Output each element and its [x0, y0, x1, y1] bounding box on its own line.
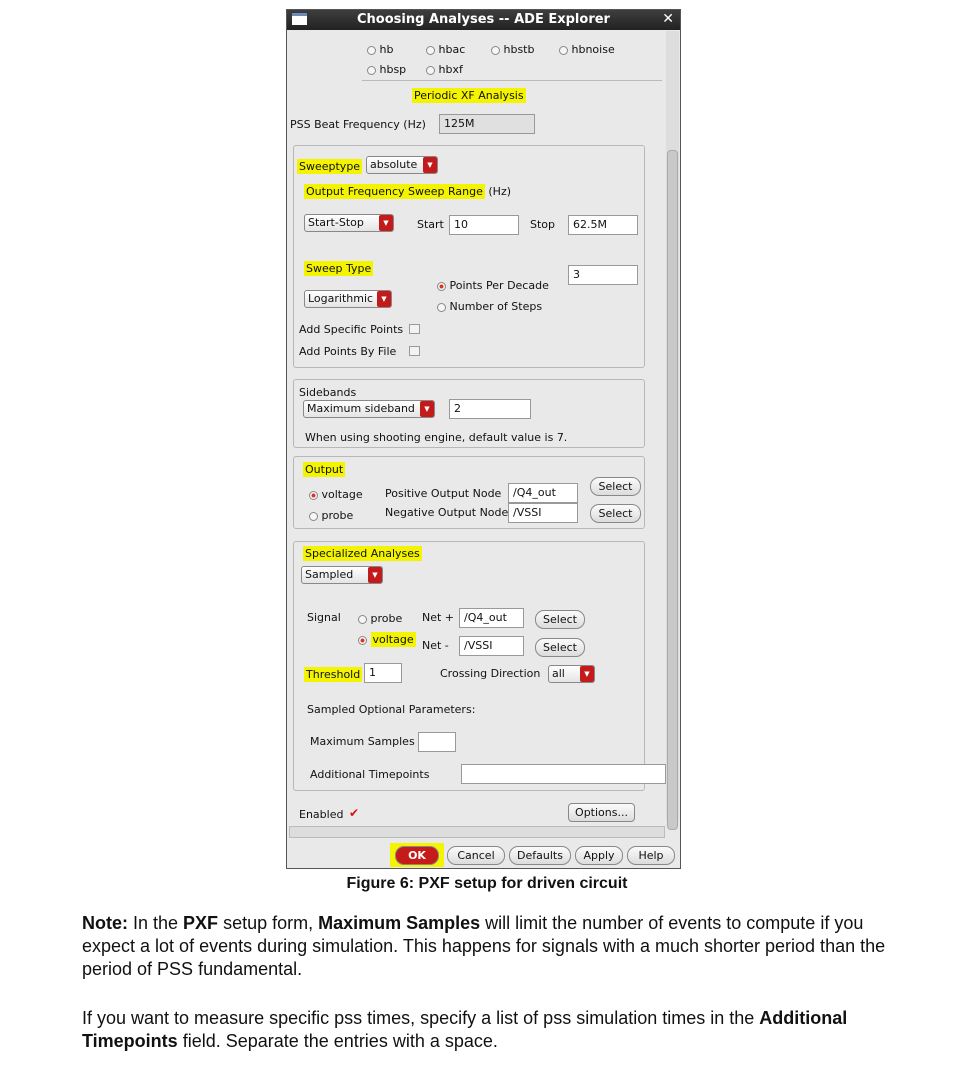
analysis-option[interactable]: hb: [367, 43, 393, 56]
divider: [362, 80, 662, 81]
crossing-direction-value: all: [552, 667, 565, 680]
sweep-type-combo[interactable]: [304, 290, 392, 308]
note-paragraph: Note: In the PXF setup form, Maximum Samples will limit the number of events to compute if you expect a lot of events during simulation. This happens for signals with a much shorter period than the period of PSS fundamental.: [82, 913, 886, 979]
radio-icon: [309, 491, 318, 500]
start-label: Start: [417, 218, 444, 231]
maximum-samples-field[interactable]: [418, 732, 456, 752]
sweeptype-label: Sweeptype: [299, 160, 361, 173]
points-per-decade-option[interactable]: Points Per Decade: [437, 279, 549, 292]
sidebands-field[interactable]: 2: [449, 399, 531, 419]
start-field[interactable]: 10: [449, 215, 519, 235]
analysis-option[interactable]: hbxf: [426, 63, 463, 76]
figure-caption: Figure 6: PXF setup for driven circuit: [346, 875, 628, 892]
net-minus-field[interactable]: /VSSI: [459, 636, 524, 656]
positive-node-select-button[interactable]: Select: [590, 477, 641, 496]
output-probe-option[interactable]: probe: [309, 509, 353, 522]
form-title: Periodic XF Analysis: [414, 89, 524, 102]
analysis-option[interactable]: hbac: [426, 43, 465, 56]
radio-icon: [358, 615, 367, 624]
crossing-direction-label: Crossing Direction: [440, 667, 541, 680]
sweep-type-label: Sweep Type: [306, 262, 372, 275]
chevron-down-icon: ▼: [420, 401, 434, 417]
options-button[interactable]: Options...: [568, 803, 635, 822]
add-points-by-file-checkbox[interactable]: [409, 346, 420, 356]
net-minus-select-button[interactable]: Select: [535, 638, 585, 657]
additional-timepoints-label: Additional Timepoints: [310, 768, 430, 781]
output-label: Output: [305, 463, 344, 476]
stop-field[interactable]: 62.5M: [568, 215, 638, 235]
threshold-label: Threshold: [306, 668, 361, 681]
output-voltage-option[interactable]: voltage: [309, 488, 363, 501]
maximum-samples-label: Maximum Samples: [310, 735, 415, 748]
radio-icon: [426, 66, 435, 75]
radio-icon: [437, 282, 446, 291]
radio-icon: [367, 46, 376, 55]
analysis-option[interactable]: hbnoise: [559, 43, 615, 56]
sidebands-mode-combo[interactable]: [303, 400, 435, 418]
sidebands-note: When using shooting engine, default value is 7.: [305, 431, 568, 444]
timepoints-paragraph: If you want to measure specific pss times, specify a list of pss simulation times in the Additional Timepoints field. Separate the entries with a space.: [82, 1008, 848, 1051]
positive-node-field[interactable]: /Q4_out: [508, 483, 578, 503]
chevron-down-icon: ▼: [580, 666, 594, 682]
chevron-down-icon: ▼: [368, 567, 382, 583]
points-per-decade-field[interactable]: 3: [568, 265, 638, 285]
sidebands-mode-value: Maximum sideband: [307, 402, 415, 415]
radio-icon: [426, 46, 435, 55]
net-minus-label: Net -: [422, 639, 449, 652]
enabled-label: Enabled: [299, 808, 344, 821]
signal-probe-option[interactable]: probe: [358, 612, 402, 625]
chevron-down-icon: ▼: [377, 291, 391, 307]
window-title: Choosing Analyses -- ADE Explorer: [357, 12, 610, 27]
analysis-option[interactable]: hbsp: [367, 63, 406, 76]
analysis-option[interactable]: hbstb: [491, 43, 534, 56]
checkmark-icon: ✔: [349, 806, 360, 820]
crossing-direction-combo[interactable]: [548, 665, 595, 683]
radio-icon: [309, 512, 318, 521]
range-label: Output Frequency Sweep Range (Hz): [306, 185, 512, 198]
number-of-steps-option[interactable]: Number of Steps: [437, 300, 542, 313]
radio-icon: [559, 46, 568, 55]
sweep-type-value: Logarithmic: [308, 292, 374, 305]
specialized-label: Specialized Analyses: [305, 547, 420, 560]
enabled-checkbox[interactable]: [349, 806, 359, 820]
pss-beat-frequency-field[interactable]: 125M: [439, 114, 535, 134]
net-plus-select-button[interactable]: Select: [535, 610, 585, 629]
radio-icon: [437, 303, 446, 312]
add-specific-points-checkbox[interactable]: [409, 324, 420, 334]
chevron-down-icon: ▼: [423, 157, 437, 173]
cancel-button[interactable]: Cancel: [447, 846, 505, 865]
radio-icon: [358, 636, 367, 645]
radio-icon: [491, 46, 500, 55]
ade-explorer-window: [286, 9, 681, 869]
pss-label: PSS Beat Frequency (Hz): [290, 118, 426, 131]
signal-label: Signal: [307, 611, 341, 624]
sweeptype-combo[interactable]: [366, 156, 438, 174]
chevron-down-icon: ▼: [379, 215, 393, 231]
net-plus-field[interactable]: /Q4_out: [459, 608, 524, 628]
add-specific-points-label: Add Specific Points: [299, 323, 404, 336]
specialized-mode-value: Sampled: [305, 568, 354, 581]
apply-button[interactable]: Apply: [575, 846, 623, 865]
ok-button[interactable]: OK: [395, 846, 439, 865]
threshold-field[interactable]: 1: [364, 663, 402, 683]
sampled-optional-label: Sampled Optional Parameters:: [307, 703, 476, 716]
defaults-button[interactable]: Defaults: [509, 846, 571, 865]
stop-label: Stop: [530, 218, 556, 231]
close-icon[interactable]: ✕: [662, 11, 674, 27]
negative-node-select-button[interactable]: Select: [590, 504, 641, 523]
title-bar[interactable]: [287, 10, 680, 30]
add-points-by-file-label: Add Points By File: [299, 345, 397, 358]
help-button[interactable]: Help: [627, 846, 675, 865]
net-plus-label: Net +: [422, 611, 455, 624]
negative-node-label: Negative Output Node: [385, 506, 509, 519]
signal-voltage-option[interactable]: voltage: [358, 633, 416, 646]
sweeptype-value: absolute: [370, 158, 418, 171]
vertical-scrollbar-thumb[interactable]: [667, 150, 678, 830]
additional-timepoints-field[interactable]: [461, 764, 666, 784]
specialized-mode-combo[interactable]: [301, 566, 383, 584]
range-mode-value: Start-Stop: [308, 216, 364, 229]
sidebands-label: Sidebands: [299, 386, 357, 399]
horizontal-scrollbar[interactable]: [289, 826, 665, 838]
negative-node-field[interactable]: /VSSI: [508, 503, 578, 523]
range-mode-combo[interactable]: [304, 214, 394, 232]
positive-node-label: Positive Output Node: [385, 487, 502, 500]
radio-icon: [367, 66, 376, 75]
